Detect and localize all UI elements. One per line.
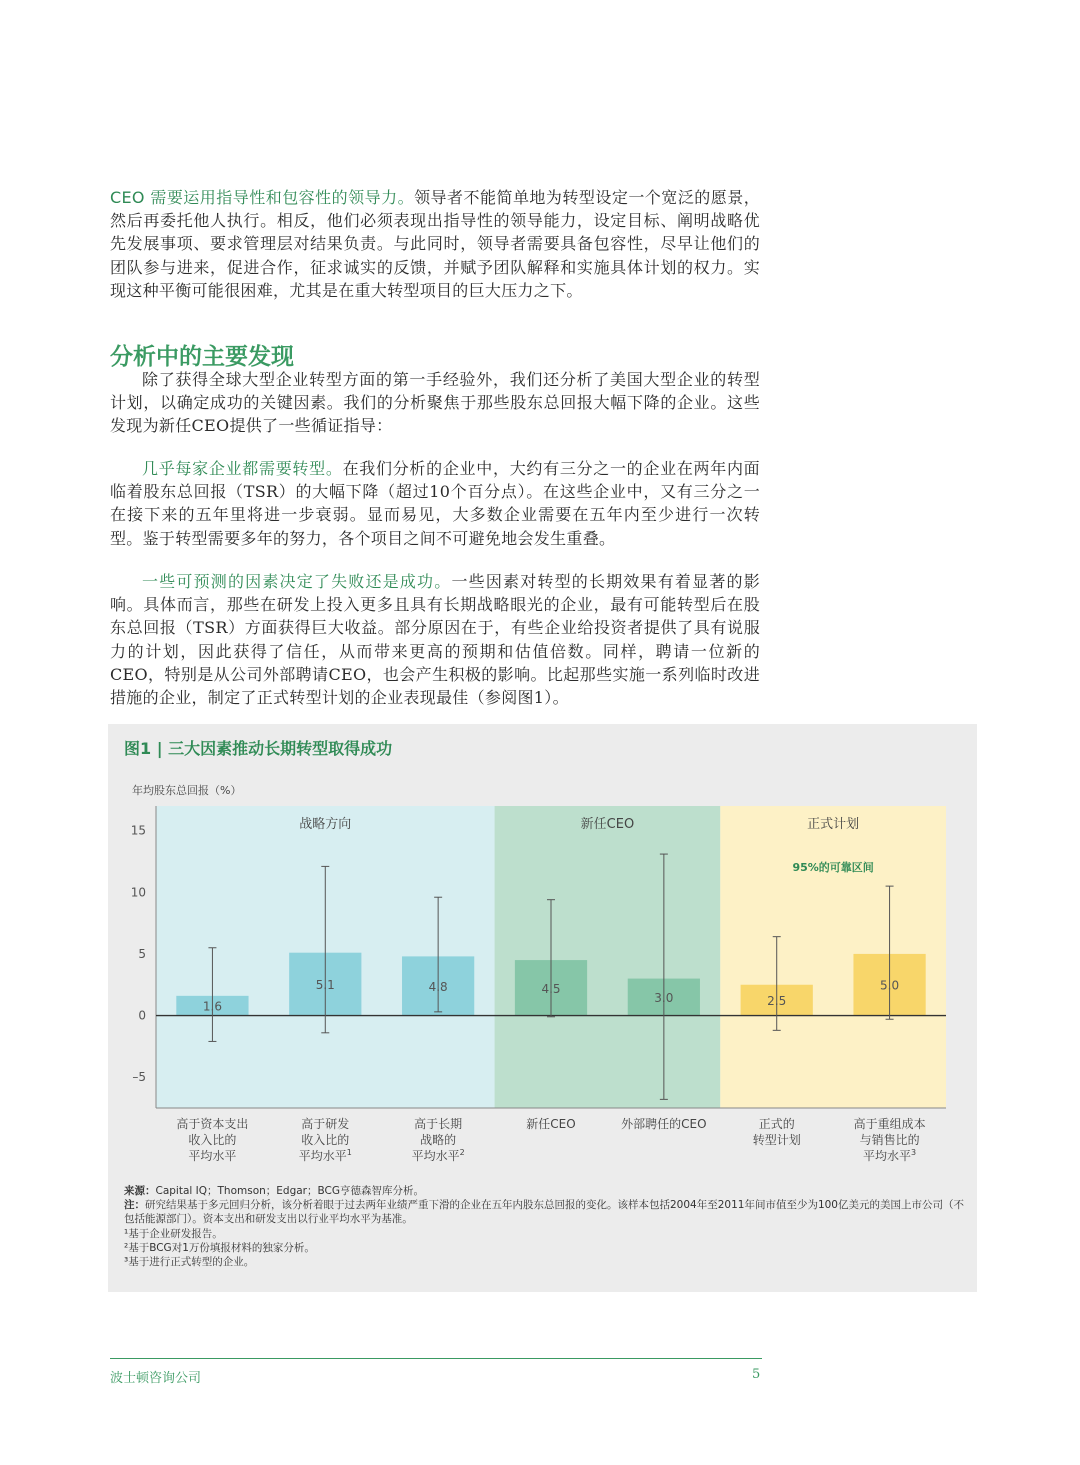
- paragraph-lead: 一些可预测的因素决定了失败还是成功。: [142, 572, 452, 591]
- value-label: 5.0: [880, 978, 900, 993]
- value-label: 5.1: [315, 978, 335, 993]
- paragraph-body: 领导者不能简单地为转型设定一个宽泛的愿景，然后再委托他人执行。相反，他们必须表现出指导性的领导能力，设定目标、阐明战略优先发展事项、要求管理层对结果负责。与此同时，领导者需要具备包容性，尽早让他们的团队参与进来，促进合作，征求诚实的反馈，并赋予团队解释和实施具体计划的权力。实现这种平衡可能很困难，尤其是在重大转型项目的巨大压力之下。: [110, 188, 760, 300]
- figure-1: [108, 724, 977, 1292]
- group-label: 正式计划: [807, 817, 860, 832]
- paragraph-body: 一些因素对转型的长期效果有着显著的影响。具体而言，那些在研发上投入更多且具有长期战略眼光的企业，最有可能转型后在股东总回报（TSR）方面获得巨大收益。部分原因在于，有些企业给投资者提供了具有说服力的计划，因此获得了信任，从而带来更高的预期和估值倍数。同样，聘请一位新的CEO，特别是从公司外部聘请CEO，也会产生积极的影响。比起那些实施一系列临时改进措施的企业，制定了正式转型计划的企业表现最佳（参阅图1）。: [110, 572, 761, 708]
- figure-notes: [124, 1184, 964, 1269]
- group-band: [495, 806, 721, 1108]
- value-label: 3.0: [654, 991, 674, 1006]
- group-label: 战略方向: [299, 817, 352, 832]
- footnote: ³基于进行正式转型的企业。: [124, 1256, 255, 1269]
- value-label: 4.5: [541, 981, 561, 996]
- x-category-label: 高于长期: [414, 1117, 463, 1131]
- x-category-label: 平均水平$^1$: [298, 1148, 352, 1163]
- value-label: 2.5: [767, 994, 787, 1009]
- x-category-label: 收入比的: [188, 1133, 237, 1147]
- value-label: 1.6: [202, 999, 222, 1014]
- x-category-label: 新任CEO: [526, 1117, 576, 1131]
- paragraph-body: 除了获得全球大型企业转型方面的第一手经验外，我们还分析了美国大型企业的转型计划，以确定成功的关键因素。我们的分析聚焦于那些股东总回报大幅下降的企业。这些发现为新任CEO提供了一些循证指导：: [110, 370, 760, 436]
- footer-divider: [110, 1358, 762, 1359]
- y-tick-label: 10: [130, 885, 146, 900]
- value-label: 4.8: [428, 979, 448, 994]
- x-category-label: 平均水平$^2$: [411, 1148, 465, 1163]
- y-tick-label: 15: [130, 823, 146, 838]
- method-note: 注：研究结果基于多元回归分析，该分析着眼于过去两年业绩严重下滑的企业在五年内股东总回报的变化。该样本包括2004年至2011年间市值至少为100亿美元的美国上市公司（不包括能源部门）。资本支出和研发支出以行业平均水平为基准。: [124, 1199, 964, 1226]
- paragraph-intro: [110, 368, 760, 438]
- x-category-label: 正式的: [758, 1117, 795, 1131]
- footnote: ²基于BCG对1万份填报材料的独家分析。: [124, 1241, 315, 1254]
- group-label: 新任CEO: [580, 817, 635, 832]
- section-heading: 分析中的主要发现: [110, 343, 294, 370]
- tsr-bar-chart: [108, 774, 977, 1224]
- y-axis-label: 年均股东总回报（%）: [132, 784, 242, 797]
- paragraph-transformation-need: [110, 457, 760, 550]
- paragraph-lead: CEO 需要运用指导性和包容性的领导力。: [110, 188, 415, 207]
- page-number: 5: [752, 1367, 761, 1382]
- paragraph-predictable-factors: [110, 570, 760, 709]
- y-tick-label: 0: [138, 1008, 146, 1023]
- figure-title: 图1 | 三大因素推动长期转型取得成功: [124, 739, 393, 758]
- paragraph-lead: 几乎每家企业都需要转型。: [142, 459, 343, 478]
- footnote: ¹基于企业研发报告。: [124, 1227, 223, 1240]
- x-category-label: 平均水平$^3$: [863, 1148, 917, 1163]
- x-category-label: 与销售比的: [859, 1133, 920, 1147]
- x-category-label: 高于资本支出: [176, 1117, 249, 1131]
- y-tick-label: 5: [138, 946, 146, 961]
- paragraph-body: 在我们分析的企业中，大约有三分之一的企业在两年内面临着股东总回报（TSR）的大幅下降（超过10个百分点）。在这些企业中，又有三分之一在接下来的五年里将进一步衰弱。显而易见，大多数企业需要在五年内至少进行一次转型。鉴于转型需要多年的努力，各个项目之间不可避免地会发生重叠。: [110, 459, 760, 548]
- x-category-label: 战略的: [420, 1133, 457, 1147]
- footer-company: 波士顿咨询公司: [110, 1371, 202, 1386]
- x-category-label: 高于重组成本: [853, 1117, 926, 1131]
- source-note: 来源：Capital IQ；Thomson；Edgar；BCG亨德森智库分析。: [124, 1185, 424, 1197]
- y-tick-label: –5: [132, 1070, 146, 1085]
- x-category-label: 转型计划: [752, 1133, 801, 1147]
- x-category-label: 高于研发: [301, 1117, 350, 1131]
- x-category-label: 外部聘任的CEO: [621, 1117, 707, 1131]
- paragraph-leadership: [110, 186, 760, 302]
- x-category-label: 平均水平: [188, 1149, 237, 1163]
- x-category-label: 收入比的: [301, 1133, 350, 1147]
- confidence-interval-label: 95%的可靠区间: [792, 861, 874, 874]
